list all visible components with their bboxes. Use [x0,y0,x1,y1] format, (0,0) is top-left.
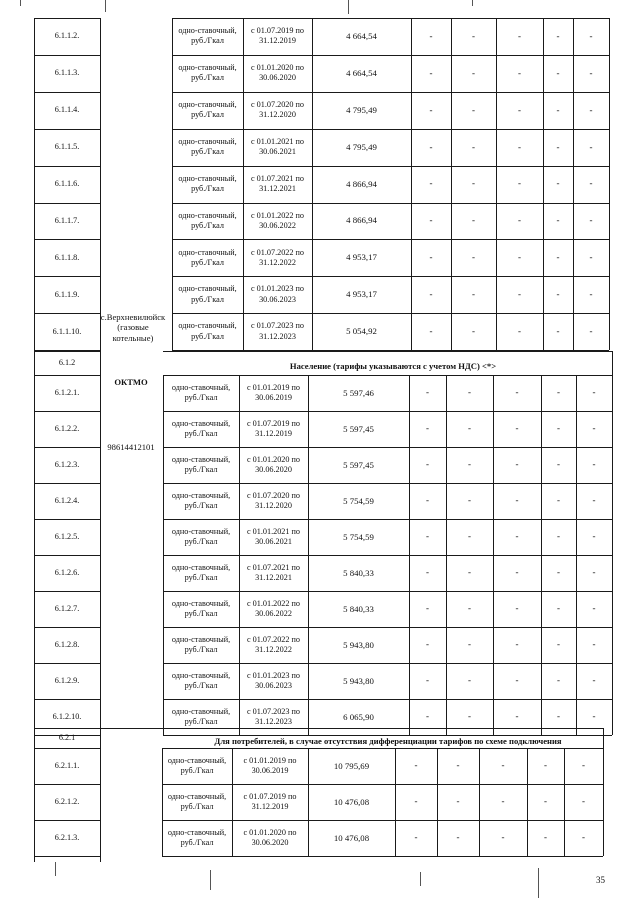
rate-type: одно-ставочный, руб./Гкал [171,418,231,438]
empty-cell-dash: - [515,675,519,686]
rate-type: одно-ставочный, руб./Гкал [171,634,231,654]
row-code: 6.1.2.9. [54,675,80,685]
tariff-value: 10 476,08 [333,832,370,843]
empty-cell-dash: - [589,215,593,226]
validity-period: с 01.07.2023 по 31.12.2023 [250,321,305,341]
empty-cell-dash: - [589,141,593,152]
validity-period: с 01.07.2021 по 31.12.2021 [246,562,301,582]
empty-cell-dash: - [592,495,596,506]
table-border [34,748,100,749]
empty-cell-dash: - [557,423,560,434]
empty-cell-dash: - [518,178,521,189]
row-code: 6.1.2.5. [54,531,80,541]
rate-type: одно-ставочный, руб./Гкал [178,26,237,46]
empty-cell-dash: - [518,215,521,226]
rate-type: одно-ставочный, руб./Гкал [167,755,227,775]
rate-type: одно-ставочный, руб./Гкал [171,382,231,402]
section-code: 6.2.1 [58,732,76,742]
table-border [609,18,610,350]
row-code: 6.1.2.8. [54,639,80,649]
empty-cell-dash: - [429,326,433,336]
validity-period: с 01.07.2019 по 31.12.2019 [243,791,297,811]
scan-artifact [472,0,473,6]
settlement-name: с.Верхневилюйск [100,312,166,322]
empty-cell-dash: - [592,423,596,434]
empty-cell-dash: - [472,289,475,300]
empty-cell-dash: - [556,30,560,41]
empty-cell-dash: - [556,289,560,300]
settlement-subtitle: (газовые [117,322,149,333]
tariff-value: 4 866,94 [346,215,377,226]
validity-period: с 01.07.2022 по 31.12.2022 [246,634,301,654]
empty-cell-dash: - [582,760,585,771]
empty-cell-dash: - [472,215,475,226]
table-border [603,748,604,856]
tariff-value: 4 795,49 [346,141,377,152]
table-border [163,748,603,749]
empty-cell-dash: - [556,252,560,263]
tariff-value: 5 754,59 [343,495,374,506]
row-code: 6.2.1.3. [54,832,80,842]
rate-type: одно-ставочный, руб./Гкал [171,670,231,690]
empty-cell-dash: - [592,603,596,614]
empty-cell-dash: - [429,104,433,115]
empty-cell-dash: - [518,289,521,300]
empty-cell-dash: - [556,141,560,152]
empty-cell-dash: - [429,178,433,189]
scan-artifact [20,0,21,6]
empty-cell-dash: - [557,603,560,614]
validity-period: с 01.01.2021 по 30.06.2021 [250,136,305,157]
table-border [163,728,603,729]
empty-cell-dash: - [589,178,593,189]
empty-cell-dash: - [468,387,471,398]
section-header-consumers: Для потребителей, в случае отсутствия дифференциации тарифов по схеме подключения [214,736,562,746]
empty-cell-dash: - [518,252,521,263]
tariff-value: 5 840,33 [343,567,374,578]
empty-cell-dash: - [468,459,471,470]
table-border [34,375,100,376]
row-code: 6.1.2.3. [54,459,80,469]
tariff-value: 10 476,08 [333,796,370,807]
row-code: 6.1.1.6. [54,178,80,188]
rate-type: одно-ставочный, руб./Гкал [171,706,231,726]
row-code: 6.1.2.1. [54,387,80,397]
empty-cell-dash: - [468,495,471,506]
scan-artifact [105,0,106,12]
tariff-value: 4 953,17 [346,289,377,300]
row-code: 6.1.1.7. [54,215,80,225]
empty-cell-dash: - [515,603,519,614]
tariff-value: 5 754,59 [343,531,374,542]
empty-cell-dash: - [582,832,585,843]
settlement-subtitle-2: котельные) [112,332,154,343]
empty-cell-dash: - [472,326,475,336]
rate-type: одно-ставочный, руб./Гкал [178,136,237,157]
empty-cell-dash: - [589,30,593,41]
empty-cell-dash: - [557,567,560,578]
validity-period: с 01.01.2020 по 30.06.2020 [246,454,301,474]
empty-cell-dash: - [472,30,475,41]
table-border [162,856,603,857]
empty-cell-dash: - [589,252,593,263]
table-border [612,375,613,735]
empty-cell-dash: - [414,796,418,807]
empty-cell-dash: - [468,531,471,542]
tariff-value: 5 597,46 [343,387,374,398]
empty-cell-dash: - [544,832,547,843]
empty-cell-dash: - [414,760,418,771]
row-code: 6.1.1.4. [54,105,80,115]
empty-cell-dash: - [518,30,521,41]
empty-cell-dash: - [518,141,521,152]
tariff-value: 5 840,33 [343,603,374,614]
validity-period: с 01.07.2019 по 31.12.2019 [246,418,301,438]
row-code: 6.1.1.9. [54,289,80,299]
empty-cell-dash: - [592,387,596,398]
empty-cell-dash: - [456,760,460,771]
empty-cell-dash: - [472,67,475,78]
empty-cell-dash: - [456,832,460,843]
empty-cell-dash: - [429,30,433,41]
empty-cell-dash: - [515,423,519,434]
empty-cell-dash: - [592,567,596,578]
validity-period: с 01.07.2020 по 31.12.2020 [250,99,305,120]
validity-period: с 01.07.2021 по 31.12.2021 [250,173,305,194]
validity-period: с 01.01.2022 по 30.06.2022 [250,210,305,230]
section-header-population: Население (тарифы указываются с учетом НДС) <*> [289,361,497,371]
validity-period: с 01.07.2019 по 31.12.2019 [250,26,305,46]
empty-cell-dash: - [468,567,471,578]
empty-cell-dash: - [589,104,593,115]
empty-cell-dash: - [472,178,475,189]
rate-type: одно-ставочный, руб./Гкал [171,598,231,618]
rate-type: одно-ставочный, руб./Гкал [178,321,237,341]
empty-cell-dash: - [592,711,596,722]
section-code: 6.1.2 [58,357,76,367]
validity-period: с 01.01.2020 по 30.06.2020 [243,827,297,847]
rate-type: одно-ставочный, руб./Гкал [178,173,237,194]
tariff-value: 6 065,90 [343,711,374,722]
empty-cell-dash: - [518,67,521,78]
row-code: 6.1.2.7. [54,603,80,613]
empty-cell-dash: - [515,531,519,542]
table-border [100,728,163,729]
scan-artifact [348,0,349,14]
row-code: 6.1.2.2. [54,423,80,433]
empty-cell-dash: - [426,459,429,470]
empty-cell-dash: - [557,387,560,398]
tariff-value: 4 664,54 [346,30,377,41]
validity-period: с 01.01.2019 по 30.06.2019 [246,382,301,402]
empty-cell-dash: - [557,675,560,686]
empty-cell-dash: - [429,67,433,78]
empty-cell-dash: - [426,603,429,614]
settlement-label [92,312,174,343]
empty-cell-dash: - [468,711,471,722]
row-code: 6.2.1.1. [54,760,80,770]
rate-type: одно-ставочный, руб./Гкал [171,526,231,546]
empty-cell-dash: - [468,639,471,650]
validity-period: с 01.07.2023 по 31.12.2023 [246,706,301,726]
validity-period: с 01.07.2022 по 31.12.2022 [250,247,305,267]
table-border [34,856,100,857]
empty-cell-dash: - [468,675,471,686]
empty-cell-dash: - [592,639,596,650]
empty-cell-dash: - [472,141,475,152]
empty-cell-dash: - [556,67,560,78]
empty-cell-dash: - [426,531,429,542]
scan-artifact [55,862,56,876]
empty-cell-dash: - [557,531,560,542]
rate-type: одно-ставочный, руб./Гкал [178,210,237,230]
empty-cell-dash: - [429,289,433,300]
validity-period: с 01.01.2023 по 30.06.2023 [250,284,305,304]
table-border [100,18,101,862]
empty-cell-dash: - [468,603,471,614]
validity-period: с 01.07.2020 по 31.12.2020 [246,490,301,510]
empty-cell-dash: - [557,711,560,722]
validity-period: с 01.01.2022 по 30.06.2022 [246,598,301,618]
row-code: 6.1.1.2. [54,31,80,41]
empty-cell-dash: - [426,711,429,722]
rate-type: одно-ставочный, руб./Гкал [178,284,237,304]
tariff-value: 4 664,54 [346,67,377,78]
empty-cell-dash: - [589,326,593,336]
scan-artifact [538,868,539,898]
validity-period: с 01.01.2019 по 30.06.2019 [243,755,297,775]
empty-cell-dash: - [582,796,585,807]
tariff-value: 5 597,45 [343,423,374,434]
rate-type: одно-ставочный, руб./Гкал [178,63,237,83]
validity-period: с 01.01.2023 по 30.06.2023 [246,670,301,690]
rate-type: одно-ставочный, руб./Гкал [167,791,227,811]
empty-cell-dash: - [468,423,471,434]
row-code: 6.1.1.3. [54,68,80,78]
empty-cell-dash: - [456,796,460,807]
empty-cell-dash: - [515,495,519,506]
empty-cell-dash: - [544,796,547,807]
empty-cell-dash: - [429,215,433,226]
empty-cell-dash: - [426,567,429,578]
row-code: 6.1.2.4. [54,495,80,505]
empty-cell-dash: - [518,326,521,336]
tariff-value: 5 943,80 [343,675,374,686]
table-border [163,351,612,352]
scan-artifact [420,872,421,886]
empty-cell-dash: - [515,711,519,722]
table-border [34,18,35,862]
rate-type: одно-ставочный, руб./Гкал [171,490,231,510]
empty-cell-dash: - [556,326,560,336]
empty-cell-dash: - [414,832,418,843]
oktmo-label: ОКТМО [114,377,148,387]
row-code: 6.2.1.2. [54,796,80,806]
oktmo-code: 98614412101 [107,442,155,452]
empty-cell-dash: - [426,423,429,434]
scan-artifact [210,870,211,890]
tariff-value: 5 054,92 [346,326,377,337]
row-code: 6.1.1.8. [54,252,80,262]
table-border [163,375,612,376]
empty-cell-dash: - [592,459,596,470]
empty-cell-dash: - [557,639,560,650]
table-border [612,351,613,375]
rate-type: одно-ставочный, руб./Гкал [171,454,231,474]
validity-period: с 01.01.2021 по 30.06.2021 [246,526,301,546]
empty-cell-dash: - [429,252,433,263]
tariff-value: 4 866,94 [346,178,377,189]
empty-cell-dash: - [589,289,593,300]
empty-cell-dash: - [556,104,560,115]
empty-cell-dash: - [429,141,433,152]
empty-cell-dash: - [556,178,560,189]
empty-cell-dash: - [518,104,521,115]
empty-cell-dash: - [557,495,560,506]
row-code: 6.1.1.10. [52,326,82,336]
rate-type: одно-ставочный, руб./Гкал [178,99,237,120]
empty-cell-dash: - [501,832,505,843]
tariff-value: 4 953,17 [346,252,377,263]
empty-cell-dash: - [426,495,429,506]
empty-cell-dash: - [592,675,596,686]
empty-cell-dash: - [557,459,560,470]
empty-cell-dash: - [515,459,519,470]
empty-cell-dash: - [589,67,593,78]
empty-cell-dash: - [472,252,475,263]
empty-cell-dash: - [515,567,519,578]
rate-type: одно-ставочный, руб./Гкал [171,562,231,582]
page-number: 35 [596,875,605,885]
empty-cell-dash: - [472,104,475,115]
empty-cell-dash: - [426,675,429,686]
empty-cell-dash: - [592,531,596,542]
row-code: 6.1.1.5. [54,142,80,151]
empty-cell-dash: - [544,760,547,771]
tariff-value: 10 795,69 [333,760,370,771]
rate-type: одно-ставочный, руб./Гкал [178,247,237,267]
empty-cell-dash: - [501,796,505,807]
row-code: 6.1.2.10. [52,711,82,721]
empty-cell-dash: - [426,387,429,398]
empty-cell-dash: - [501,760,505,771]
tariff-value: 4 795,49 [346,104,377,115]
empty-cell-dash: - [556,215,560,226]
row-code: 6.1.2.6. [54,567,80,577]
empty-cell-dash: - [515,387,519,398]
tariff-value: 5 943,80 [343,639,374,650]
rate-type: одно-ставочный, руб./Гкал [167,827,227,847]
validity-period: с 01.01.2020 по 30.06.2020 [250,63,305,83]
empty-cell-dash: - [515,639,519,650]
tariff-value: 5 597,45 [343,459,374,470]
empty-cell-dash: - [426,639,429,650]
